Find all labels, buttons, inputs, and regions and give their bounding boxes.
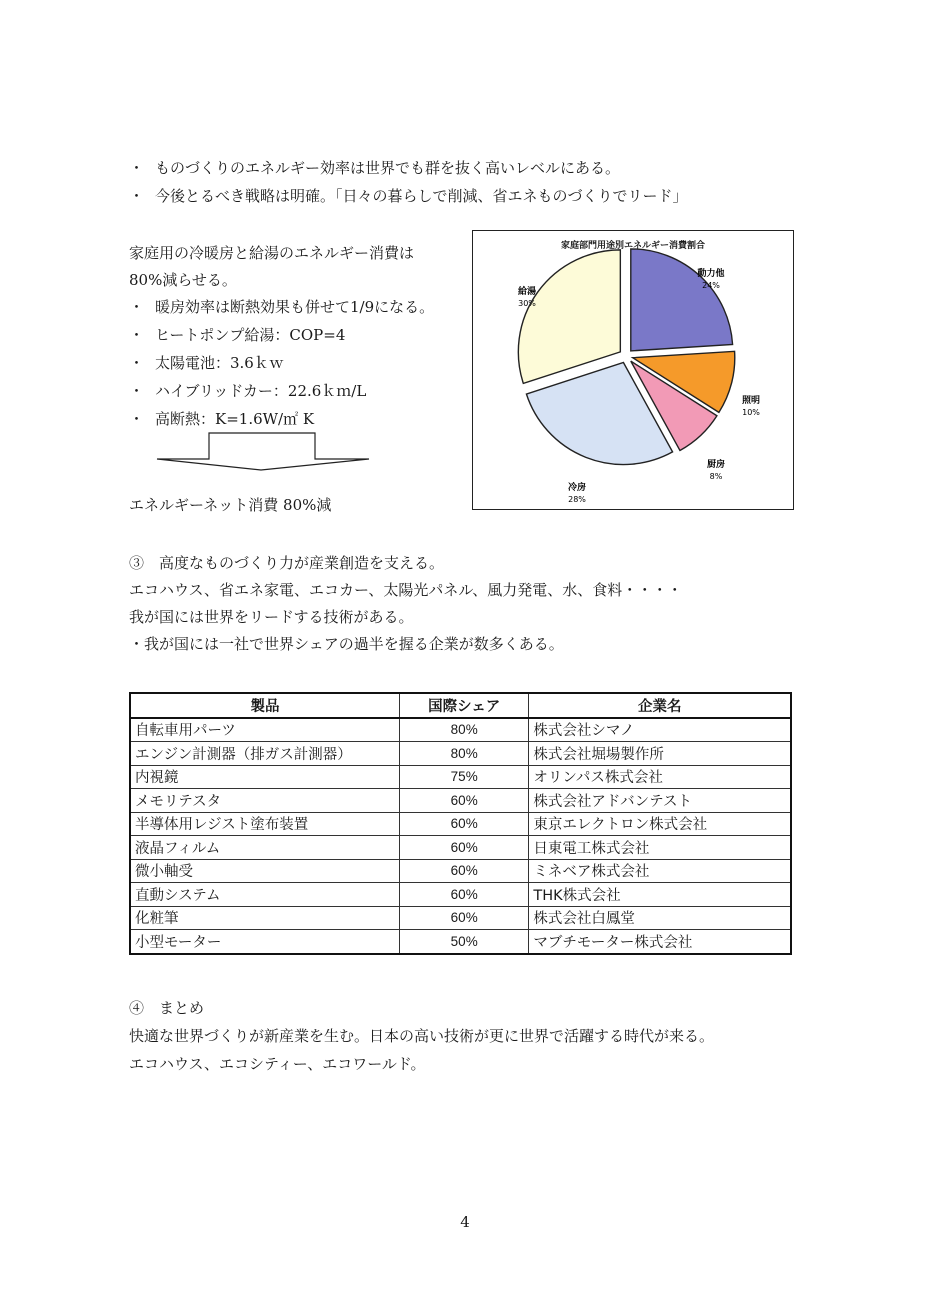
bullet-item [129, 158, 620, 178]
cell-product: 液晶フィルム [130, 836, 399, 860]
cell-company: 株式会社堀場製作所 [529, 742, 791, 766]
home-intro-line1: 家庭用の冷暖房と給湯のエネルギー消費は [129, 244, 415, 262]
bullet-item [129, 186, 688, 206]
cell-company: オリンパス株式会社 [529, 765, 791, 789]
home-intro-line2: 80%減らせる。 [129, 271, 237, 289]
page-number: 4 [460, 1213, 470, 1231]
table-row [130, 789, 791, 813]
home-item [129, 353, 284, 373]
bullet-text: 今後とるべき戦略は明確。「日々の暮らしで削減、省エネものづくりでリード」 [155, 187, 688, 205]
chart-title: 家庭部門用途別エネルギー消費割合 [560, 241, 705, 251]
slice-label: 動力他 [697, 269, 725, 279]
cell-product: 化粧筆 [130, 906, 399, 930]
table-row [130, 718, 791, 742]
cell-share: 60% [399, 906, 528, 930]
cell-company: 株式会社アドバンテスト [529, 789, 791, 813]
slice-label: 厨房 [706, 460, 726, 470]
cell-product: 微小軸受 [130, 859, 399, 883]
cell-company: THK株式会社 [529, 883, 791, 907]
cell-company: 株式会社白鳳堂 [529, 906, 791, 930]
bullet-dot: ・ [129, 382, 145, 400]
cell-share: 60% [399, 859, 528, 883]
section3-line3: ・我が国には一社で世界シェアの過半を握る企業が数多くある。 [129, 635, 564, 653]
section4-line1: 快適な世界づくりが新産業を生む。日本の高い技術が更に世界で活躍する時代が来る。 [129, 1027, 715, 1045]
cell-product: 直動システム [130, 883, 399, 907]
slice-label: 冷房 [567, 483, 587, 493]
cell-product: 半導体用レジスト塗布装置 [130, 812, 399, 836]
cell-share: 60% [399, 789, 528, 813]
home-item-text: 高断熱：K=1.6W/㎡ K [155, 410, 315, 428]
cell-company: 株式会社シマノ [529, 718, 791, 742]
cell-share: 80% [399, 742, 528, 766]
cell-product: メモリテスタ [130, 789, 399, 813]
home-item [129, 381, 366, 401]
table-row [130, 883, 791, 907]
slice-value-label: 24% [702, 281, 720, 290]
slice-label: 照明 [741, 396, 761, 406]
table-row [130, 742, 791, 766]
section3-line1: エコハウス、省エネ家電、エコカー、太陽光パネル、風力発電、水、食料・・・・ [129, 581, 683, 599]
slice-value-label: 30% [518, 299, 536, 308]
bullet-dot: ・ [129, 326, 145, 344]
bullet-dot: ・ [129, 159, 145, 177]
cell-product: 小型モーター [130, 930, 399, 954]
cell-share: 60% [399, 812, 528, 836]
cell-share: 60% [399, 883, 528, 907]
down-arrow-icon [155, 432, 371, 476]
header-product: 製品 [130, 693, 399, 718]
cell-product: エンジン計測器（排ガス計測器） [130, 742, 399, 766]
bullet-dot: ・ [129, 298, 145, 316]
bullet-text: ものづくりのエネルギー効率は世界でも群を抜く高いレベルにある。 [155, 159, 621, 177]
table-row [130, 906, 791, 930]
cell-product: 自転車用パーツ [130, 718, 399, 742]
slice-label: 給湯 [517, 287, 537, 297]
header-share: 国際シェア [399, 693, 528, 718]
home-item [129, 297, 434, 317]
pie-chart-panel [472, 230, 794, 510]
slice-value-label: 10% [742, 408, 760, 417]
cell-share: 75% [399, 765, 528, 789]
cell-share: 60% [399, 836, 528, 860]
home-item-text: ヒートポンプ給湯：COP=4 [155, 326, 346, 344]
cell-share: 50% [399, 930, 528, 954]
section4-line2: エコハウス、エコシティー、エコワールド。 [129, 1055, 426, 1073]
cell-company: ミネベア株式会社 [529, 859, 791, 883]
pie-chart [473, 231, 793, 509]
section3-heading: ③ 高度なものづくり力が産業創造を支える。 [129, 554, 445, 572]
section4-heading: ④ まとめ [129, 999, 205, 1017]
world-share-table [129, 692, 792, 955]
pie-slice [518, 250, 620, 384]
home-item [129, 325, 345, 345]
home-item-text: 暖房効率は断熱効果も併せて1/9になる。 [155, 298, 435, 316]
home-item-text: ハイブリッドカー：22.6ｋｍ/L [155, 382, 367, 400]
pie-slice [631, 249, 733, 351]
bullet-dot: ・ [129, 354, 145, 372]
header-company: 企業名 [529, 693, 791, 718]
bullet-dot: ・ [129, 410, 145, 428]
home-item [129, 409, 314, 429]
table-row [130, 836, 791, 860]
table-header-row [130, 693, 791, 718]
section3-line2: 我が国には世界をリードする技術がある。 [129, 608, 414, 626]
cell-company: 日東電工株式会社 [529, 836, 791, 860]
slice-value-label: 8% [709, 472, 723, 481]
cell-product: 内視鏡 [130, 765, 399, 789]
slice-value-label: 28% [568, 495, 586, 504]
home-result: エネルギーネット消費 80%減 [129, 496, 332, 514]
table-row [130, 859, 791, 883]
cell-company: マブチモーター株式会社 [529, 930, 791, 954]
home-item-text: 太陽電池：3.6ｋｗ [155, 354, 284, 372]
table-row [130, 812, 791, 836]
cell-share: 80% [399, 718, 528, 742]
table-row [130, 765, 791, 789]
table-row [130, 930, 791, 954]
bullet-dot: ・ [129, 187, 145, 205]
cell-company: 東京エレクトロン株式会社 [529, 812, 791, 836]
